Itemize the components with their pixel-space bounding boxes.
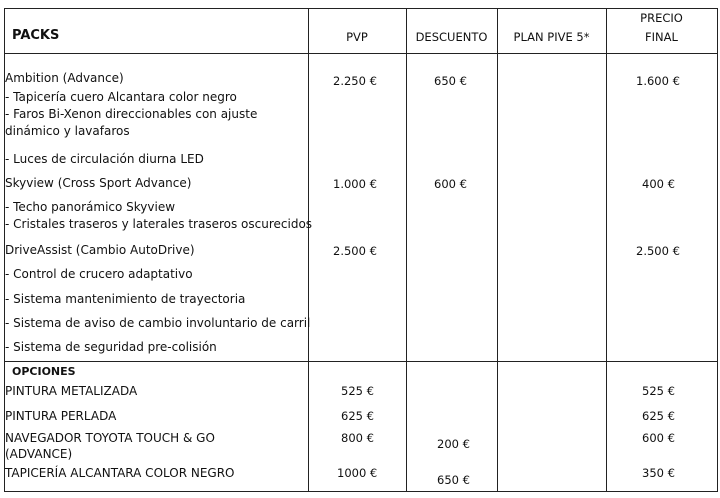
opciones-divider [4, 361, 718, 362]
pack-driveassist-feature: - Control de crucero adaptativo [5, 267, 193, 281]
header-precio-final-line1: PRECIO [640, 11, 683, 25]
table-border-right [717, 8, 718, 492]
option-pvp: 625 € [341, 409, 374, 423]
option-precio-final: 625 € [642, 409, 675, 423]
column-divider-pvp [308, 8, 309, 492]
column-divider-descuento [406, 8, 407, 492]
option-descuento: 650 € [437, 473, 470, 487]
header-packs: PACKS [12, 28, 60, 43]
option-name: NAVEGADOR TOYOTA TOUCH & GO [5, 431, 215, 445]
option-name: TAPICERÍA ALCANTARA COLOR NEGRO [5, 466, 235, 480]
pack-driveassist-feature: - Sistema de seguridad pre-colisión [5, 340, 217, 354]
pack-skyview-descuento: 600 € [434, 177, 467, 191]
pack-skyview-pvp: 1.000 € [333, 177, 377, 191]
option-pvp: 800 € [341, 431, 374, 445]
option-precio-final: 525 € [642, 384, 675, 398]
header-divider [4, 53, 718, 54]
pack-ambition-precio-final: 1.600 € [636, 74, 680, 88]
table-border-top [4, 8, 718, 9]
pack-skyview-name: Skyview (Cross Sport Advance) [5, 176, 192, 190]
column-divider-precio-final [606, 8, 607, 492]
option-name: PINTURA PERLADA [5, 409, 117, 423]
pack-skyview-feature: - Cristales traseros y laterales traseros oscurecidos [5, 217, 313, 231]
pack-driveassist-precio-final: 2.500 € [636, 244, 680, 258]
opciones-title: OPCIONES [12, 365, 76, 378]
option-pvp: 1000 € [337, 466, 378, 480]
pack-driveassist-pvp: 2.500 € [333, 244, 377, 258]
column-divider-plan-pive [497, 8, 498, 492]
option-name-line2: (ADVANCE) [5, 447, 73, 461]
pack-skyview-precio-final: 400 € [642, 177, 675, 191]
pack-driveassist-name: DriveAssist (Cambio AutoDrive) [5, 243, 195, 257]
option-pvp: 525 € [341, 384, 374, 398]
option-precio-final: 600 € [642, 431, 675, 445]
pack-driveassist-feature: - Sistema mantenimiento de trayectoria [5, 292, 246, 306]
header-descuento: DESCUENTO [415, 30, 488, 44]
pack-ambition-feature: - Faros Bi-Xenon direccionables con ajuste [5, 107, 258, 121]
header-plan-pive: PLAN PIVE 5* [513, 30, 590, 44]
pack-ambition-feature: - Luces de circulación diurna LED [5, 152, 204, 166]
pack-ambition-feature: - Tapicería cuero Alcantara color negro [5, 90, 237, 104]
pack-ambition-feature: dinámico y lavafaros [5, 124, 130, 138]
option-descuento: 200 € [437, 437, 470, 451]
option-precio-final: 350 € [642, 466, 675, 480]
table-border-bottom [4, 491, 718, 492]
pack-ambition-pvp: 2.250 € [333, 74, 377, 88]
header-precio-final-line2: FINAL [645, 30, 678, 44]
option-name: PINTURA METALIZADA [5, 384, 138, 398]
pack-ambition-descuento: 650 € [434, 74, 467, 88]
pack-skyview-feature: - Techo panorámico Skyview [5, 200, 176, 214]
pack-driveassist-feature: - Sistema de aviso de cambio involuntario de carril [5, 316, 311, 330]
header-pvp: PVP [346, 30, 368, 44]
pack-ambition-name: Ambition (Advance) [5, 71, 124, 85]
